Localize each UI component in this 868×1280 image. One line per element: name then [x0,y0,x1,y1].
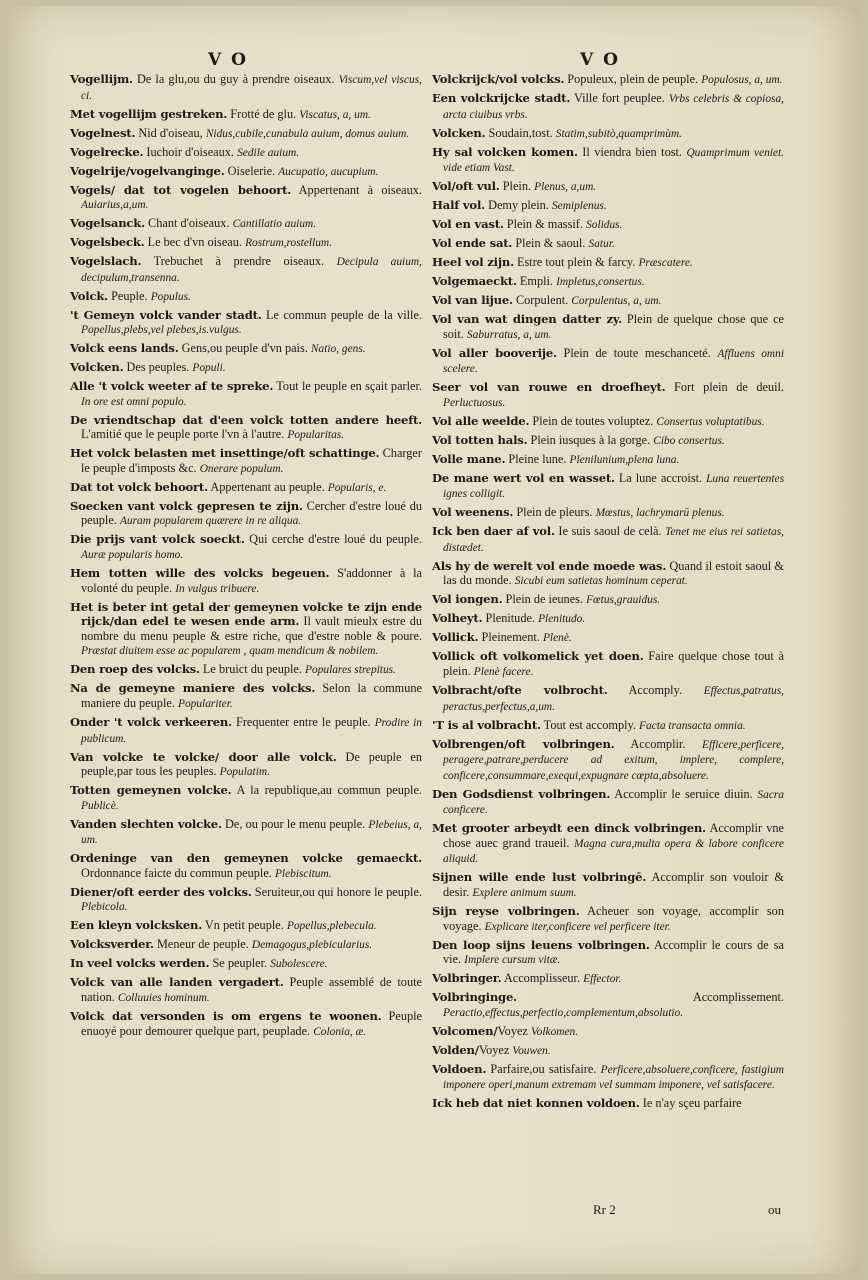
entry-headword: Volck eens lands. [70,341,179,356]
entry-french: Plein de quelque chose que ce soit. [443,312,784,341]
entry-headword: Het volck belasten met insettinge/oft schattinge. [70,446,380,461]
entry-headword: Den roep des volcks. [70,662,200,677]
entry-latin: Populares strepitus. [305,664,396,677]
entry-french: Tout est accomply. [540,717,640,732]
entry-headword: Volck van alle landen vergadert. [70,975,284,990]
entry-latin: Popellus,plebs,vel plebes,is.vulgus. [81,324,242,337]
entry-latin: Colluuies hominum. [117,991,210,1004]
dictionary-page [8,6,860,1274]
dictionary-entry [70,783,422,813]
dictionary-entry [70,446,422,476]
entry-french: Plenitude. [482,611,539,626]
dictionary-entry [432,904,784,934]
entry-headword: Vol totten hals. [432,432,528,447]
entry-latin: Luna reuertentes ignes colligit. [443,472,785,501]
entry-french: Plein & saoul. [512,236,589,251]
dictionary-entry [432,471,784,502]
entry-headword: Vogels/ dat tot vogelen behoort. [70,182,292,197]
entry-latin: Populi. [192,362,226,375]
entry-headword: Met vogellijm gestreken. [70,106,228,121]
dictionary-entry [432,179,784,195]
entry-headword: Vogelrije/vogelvanginge. [70,163,225,178]
entry-latin: Populosus, a, um. [701,74,783,86]
entry-french: Accomplir vne chose auec grand traueil. [443,821,784,850]
dictionary-entry [70,681,422,711]
entry-headword: Een volckrijcke stadt. [432,90,571,105]
entry-latin: Effectus,patratus, peractus,perfectus,a,um. [443,684,784,713]
entry-latin: Saburratus, a, um. [466,328,552,341]
entry-french: Selon la commune maniere du peuple. [81,681,423,710]
dictionary-entry [70,413,422,443]
entry-latin: Onerare populum. [199,462,284,475]
entry-headword: In veel volcks werden. [70,956,210,971]
entry-headword: Vollick oft volkomelick yet doen. [432,649,644,664]
entry-headword: Volheyt. [432,611,483,626]
entry-latin: Facta transacta omnia. [639,719,746,732]
entry-latin: Subolescere. [270,958,328,971]
entry-french: Pleinement. [478,630,543,645]
dictionary-entry [432,1096,784,1112]
dictionary-entry [70,885,422,915]
entry-french: Ie n'ay sçeu parfaire [639,1096,742,1111]
entry-latin: Præscatere. [638,257,693,270]
dictionary-entry [432,592,784,608]
entry-latin: Cibo consertus. [653,434,725,447]
entry-headword: Vol alle weelde. [432,413,530,428]
entry-french: Accomplir son vouloir & desir. [443,870,784,900]
entry-headword: Volgemaeckt. [432,274,517,289]
entry-french: Ordonnance faicte du commun peuple. [81,865,275,880]
dictionary-entry [70,1009,422,1039]
entry-french: A la republique,au commun peuple. [231,783,423,798]
entry-french: Accomplissement. [516,990,784,1005]
entry-latin: Auram popularem quærere in re aliqua. [119,515,302,528]
entry-headword: Vol van wat dingen datter zy. [432,312,622,327]
dictionary-entry [432,452,784,468]
entry-latin: Vrbs celebris & copiosa, arcta ciuibus vrbs. [443,92,784,121]
dictionary-entry [432,505,784,521]
entry-latin: Auiarius,a,um. [81,199,149,212]
entry-french: Accomply. [607,682,704,697]
dictionary-entry [70,235,422,251]
entry-french: Plein de toute meschanceté. [556,345,718,360]
entry-headword: Vogelnest. [70,125,136,140]
dictionary-entry [432,274,784,290]
entry-french: Frotté de glu. [227,106,300,121]
entry-latin: Solidus. [586,219,623,232]
entry-headword: Vogelrecke. [70,144,144,159]
entry-headword: Seer vol van rouwe en droefheyt. [432,380,666,395]
dictionary-entry [432,91,784,122]
entry-french: Cercher d'estre loué du peuple. [81,498,422,528]
dictionary-entry [70,254,422,285]
dictionary-entry [432,217,784,233]
dictionary-entry [432,1024,784,1040]
entry-french: Peuple assemblé de toute nation. [81,975,422,1004]
dictionary-entry [432,414,784,430]
dictionary-entry [70,532,422,562]
entry-headword: Volbringer. [432,971,502,986]
entry-french: Le commun peuple de la ville. [261,307,422,322]
entry-latin: Nidus,cubile,cunabula auium, domus auium. [205,127,410,140]
entry-latin: Tenet me eius rei satietas, distædet. [443,526,785,554]
entry-latin: Statim,subitò,quamprimùm. [555,127,683,140]
entry-french: L'amitié que le peuple porte l'vn à l'autre. [81,427,288,442]
entry-latin: Perficere,absoluere,conficere, fastigium imponere operi,manum extremam vel summam imponere, vel satisfacere. [443,1063,785,1092]
entry-french: Plein de toutes voluptez. [529,413,657,428]
entry-french: Le bruict du peuple. [199,662,306,677]
entry-french: Plein & massif. [503,217,587,232]
entry-french: Parfaire,ou satisfaire. [486,1061,601,1076]
dictionary-entry [70,341,422,357]
entry-headword: Half vol. [432,198,486,213]
dictionary-entry [70,937,422,953]
entry-headword: Diener/oft eerder des volcks. [70,884,252,899]
entry-latin: Auræ popularis homo. [81,549,184,562]
entry-french: Faire quelque chose tout à plein. [443,649,784,678]
entry-french: Accomplir le seruice diuin. [610,786,758,801]
entry-latin: In ore est omni populo. [81,395,187,408]
dictionary-entry [70,480,422,496]
entry-latin: Popularitas. [287,429,345,442]
entry-latin: Mœstus, lachrymarū plenus. [595,507,725,520]
entry-headword: Vol en vast. [432,217,504,232]
entry-headword: Vogelsanck. [70,216,145,231]
dictionary-entry [70,750,422,780]
entry-latin: Publicè. [81,799,119,812]
left-column [70,72,422,1043]
entry-french: Fort plein de deuil. [665,380,785,395]
entry-headword: 't Gemeyn volck vander stadt. [70,307,262,322]
dictionary-entry [432,524,784,555]
entry-french: Oiselerie. [224,163,279,178]
entry-french: De, ou pour le menu peuple. [221,816,369,831]
entry-headword: Als hy de werelt vol ende moede was. [432,558,667,573]
entry-french: Chant d'oiseaux. [144,216,233,231]
dictionary-entry [432,198,784,214]
entry-latin: Plebicola. [81,901,128,914]
entry-latin: Plenè facere. [473,665,534,678]
entry-french: Il vault mieulx estre du nombre du menu peuple & estre riche, que d'estre noble & poure. [81,614,422,643]
dictionary-entry [432,649,784,679]
entry-french: Soudain,tost. [485,125,556,140]
entry-latin: Populatim. [219,766,270,779]
entry-headword: De mane wert vol en wasset. [432,470,615,485]
dictionary-entry [432,821,784,867]
entry-headword: Onder 't volck verkeeren. [70,714,232,729]
dictionary-entry [432,971,784,987]
entry-headword: Ordeninge van den gemeynen volcke gemaeckt. [70,851,422,866]
entry-french: Tout le peuple en sçait parler. [273,379,423,394]
entry-french: Iuchoir d'oiseaux. [143,144,238,159]
entry-french: Le bec d'vn oiseau. [144,235,246,250]
entry-latin: Plenè. [542,632,572,645]
entry-headword: Volck dat versonden is om ergens te woonen. [70,1008,382,1023]
entry-french: Charger le peuple d'imposts &c. [81,446,422,475]
dictionary-entry [432,236,784,252]
right-column [432,72,784,1115]
dictionary-entry [432,990,784,1020]
dictionary-entry [432,346,784,377]
entry-latin: Plenilunium,plena luna. [569,453,680,466]
entry-headword: Den loop sijns leuens volbringen. [432,937,650,952]
dictionary-entry [432,870,784,900]
entry-headword: Vol ende sat. [432,236,513,251]
entry-headword: Vol weenens. [432,505,514,520]
entry-latin: Popularis, e. [327,481,387,494]
entry-latin: Plebiscitum. [274,867,332,880]
entry-headword: Vol iongen. [432,592,503,607]
entry-headword: Volbringinge. [432,990,517,1005]
entry-headword: Hy sal volcken komen. [432,144,578,159]
entry-french: Plein. [499,179,535,194]
entry-french: La lune accroist. [614,470,707,485]
entry-french: Meneur de peuple. [153,937,252,952]
dictionary-entry [432,312,784,342]
entry-latin: Sedile auium. [237,146,300,159]
entry-headword: Vogellijm. [70,72,133,86]
entry-headword: Volle mane. [432,451,506,466]
entry-latin: Prodire in publicum. [81,716,422,745]
dictionary-entry [70,164,422,180]
entry-latin: Sicubi eum satietas hominum ceperat. [514,575,688,588]
entry-latin: Impletus,consertus. [556,276,645,289]
entry-latin: Decipula auium, decipulum,transenna. [81,256,422,284]
entry-french: Voyez [497,1023,531,1038]
entry-french: Peuple. [108,288,151,303]
dictionary-entry [432,72,784,88]
entry-latin: Populus. [150,290,191,303]
entry-french: De peuple en peuple,par tous les peuples. [81,749,422,779]
dictionary-entry [70,566,422,596]
entry-headword: Het is beter int getal der gemeynen volcke te zijn ende rijck/dan edel te wesen ende arm. [70,599,422,629]
dictionary-entry [70,126,422,142]
dictionary-entry [432,611,784,627]
entry-french: Ie suis saoul de celà. [554,524,666,539]
entry-french: Accomplir le cours de sa vie. [443,937,784,967]
entry-french: Vn petit peuple. [202,918,287,933]
entry-headword: De vriendtschap dat d'een volck totten andere heeft. [70,412,422,427]
dictionary-entry [70,662,422,678]
entry-french: Trebuchet à prendre oiseaux. [141,254,337,269]
dictionary-entry [70,499,422,529]
entry-headword: Volbracht/ofte volbrocht. [432,682,608,697]
entry-latin: Popellus,plebecula. [286,920,377,933]
entry-latin: Explicare iter,conficere vel perficere iter. [484,920,671,933]
entry-headword: Vol/oft vul. [432,179,500,194]
dictionary-entry [432,683,784,714]
dictionary-entry [432,1062,784,1093]
entry-headword: Soecken vant volck gepresen te zijn. [70,498,303,513]
entry-headword: Een kleyn volcksken. [70,918,203,933]
dictionary-entry [432,938,784,968]
entry-headword: Volckrijck/vol volcks. [432,72,565,86]
entry-latin: Rostrum,rostellum. [245,237,332,250]
entry-french: Plein de pleurs. [513,505,596,520]
entry-latin: Consertus voluptatibus. [656,415,765,428]
entry-latin: Explere animum suum. [472,887,577,900]
dictionary-entry [432,1043,784,1059]
entry-french: Se peupler. [209,956,271,971]
entry-french: Corpulent. [512,293,572,308]
entry-headword: Sijn reyse volbringen. [432,904,580,919]
entry-latin: Cantillatio auium. [232,218,317,231]
running-head-right: V O [580,50,620,70]
entry-french: Accomplir. [614,736,702,751]
entry-latin: Magna cura,multa opera & labore conficere aliquid. [443,837,784,866]
entry-latin: Aucupatio, aucupium. [278,165,379,178]
entry-french: Nid d'oiseau, [135,125,206,140]
dictionary-entry [70,817,422,848]
dictionary-entry [432,737,784,784]
entry-french: Des peuples. [123,360,193,375]
entry-french: Demy plein. [485,198,552,213]
entry-headword: Vanden slechten volcke. [70,816,222,831]
dictionary-entry [432,630,784,646]
entry-headword: Volcken. [432,125,486,140]
dictionary-entry [70,72,422,103]
entry-french: S'addonner à la volonté du peuple. [81,566,422,595]
dictionary-entry [432,433,784,449]
dictionary-entry [432,559,784,589]
entry-latin: Fœtus,grauidus. [586,594,661,607]
entry-french: Seruiteur,ou qui honore le peuple. [251,884,423,899]
entry-french: Gens,ou peuple d'vn pais. [178,341,311,356]
entry-latin: Plenus, a,um. [534,181,597,194]
entry-latin: Quamprimum veniet. vide etiam Vast. [443,146,784,175]
dictionary-entry [432,380,784,410]
entry-latin: Vouwen. [512,1044,551,1057]
running-head-left: V O [208,50,248,70]
entry-headword: Heel vol zijn. [432,255,514,270]
entry-latin: Volkomen. [530,1025,579,1038]
dictionary-entry [70,851,422,881]
dictionary-entry [432,255,784,271]
dictionary-entry [70,379,422,409]
dictionary-entry [432,718,784,734]
entry-french: Frequenter entre le peuple. [231,714,375,729]
entry-headword: Hem totten wille des volcks begeuen. [70,566,330,581]
entry-latin: Viscatus, a, um. [299,108,371,121]
entry-headword: Den Godsdienst volbringen. [432,786,611,801]
entry-headword: Van volcke te volcke/ door alle volck. [70,749,337,764]
catchword: ou [768,1202,781,1217]
entry-headword: Voldoen. [432,1061,487,1076]
dictionary-entry [70,360,422,376]
entry-french: Appertenant à oiseaux. [291,182,422,197]
entry-latin: Sacra conficere. [443,788,784,817]
entry-headword: Volcken. [70,360,124,375]
entry-latin: Populariter. [177,697,233,710]
dictionary-entry [70,183,422,213]
entry-french: Quand il estoit saoul & las du monde. [443,558,784,588]
entry-french: Acheuer son voyage, accomplir son voyage. [443,904,784,933]
entry-french: Peuple enuoyé pour demourer quelque part, peuplade. [81,1008,422,1038]
entry-headword: Vol aller booverije. [432,345,557,360]
entry-french: Plein de ieunes. [502,592,587,607]
dictionary-entry [70,289,422,305]
entry-latin: Plenitudo. [538,613,586,626]
entry-headword: Volbrengen/oft volbringen. [432,736,615,751]
entry-latin: Effector. [583,973,622,986]
entry-headword: Volck. [70,288,108,303]
entry-french: Il viendra bien tost. [577,144,687,159]
dictionary-entry [432,293,784,309]
entry-headword: Ick ben daer af vol. [432,524,555,539]
dictionary-entry [70,600,422,659]
dictionary-entry [432,787,784,818]
entry-latin: Viscum,vel viscus, ci. [81,74,422,102]
entry-french: Ville fort peuplee. [570,90,669,105]
dictionary-entry [70,107,422,123]
entry-latin: Colonia, æ. [313,1025,367,1038]
dictionary-entry [70,308,422,338]
entry-headword: Volcomen/ [432,1023,498,1038]
entry-headword: Vol van lijue. [432,293,513,308]
entry-latin: Affluens omni scelere. [443,347,784,376]
dictionary-entry [70,918,422,934]
dictionary-entry [70,216,422,232]
entry-headword: Alle 't volck weeter af te spreke. [70,379,274,394]
entry-latin: Efficere,perficere, peragere,patrare,perducere ad exitum, implere, complere, conficere,consummare,exequi,expugnare cœpta,absoluere. [443,738,784,782]
entry-latin: Plebeius, a, um. [81,818,422,847]
entry-headword: 'T is al volbracht. [432,717,541,732]
entry-headword: Met grooter arbeydt een dinck volbringen. [432,821,706,836]
entry-headword: Vogelslach. [70,254,142,269]
entry-headword: Na de gemeyne maniere des volcks. [70,681,316,696]
dictionary-entry [70,956,422,972]
entry-french: Estre tout plein & farcy. [513,255,639,270]
entry-headword: Volden/ [432,1042,479,1057]
dictionary-entry [70,975,422,1005]
entry-headword: Vogelsbeck. [70,235,145,250]
entry-french: Appertenant au peuple. [207,479,328,494]
entry-headword: Sijnen wille ende lust volbringē. [432,870,647,885]
entry-headword: Volcksverder. [70,937,154,952]
entry-french: Voyez [478,1042,513,1057]
entry-headword: Dat tot volck behoort. [70,479,208,494]
entry-latin: Natio, gens. [310,343,366,356]
entry-headword: Ick heb dat niet konnen voldoen. [432,1096,640,1111]
entry-french: Populeux, plein de peuple. [564,72,702,86]
dictionary-entry [432,145,784,176]
entry-latin: In vulgus tribuere. [175,582,260,595]
entry-headword: Vollick. [432,630,479,645]
entry-french: Plein iusques à la gorge. [527,432,654,447]
signature-mark: Rr 2 [593,1202,616,1217]
entry-french: De la glu,ou du guy à prendre oiseaux. [132,72,339,86]
entry-french: Accomplisseur. [501,971,584,986]
entry-latin: Implere cursum vitæ. [464,954,561,967]
entry-french: Empli. [516,274,557,289]
dictionary-entry [70,145,422,161]
entry-latin: Satur. [588,238,615,251]
entry-headword: Die prijs vant volck soeckt. [70,532,245,547]
entry-latin: Peractio,effectus,perfectio,complementum,absolutio. [443,1006,684,1019]
entry-latin: Demagogus,plebicularius. [251,939,373,952]
entry-headword: Totten gemeynen volcke. [70,783,232,798]
dictionary-entry [432,126,784,142]
entry-latin: Corpulentus, a, um. [571,295,662,308]
entry-latin: Semiplenus. [551,200,607,213]
entry-french: Qui cerche d'estre loué du peuple. [244,532,422,547]
entry-latin: Præstat diuitem esse ac popularem , quam mendicum & nobilem. [81,645,379,658]
entry-latin: Perluctuosus. [443,396,506,409]
dictionary-entry [70,715,422,746]
entry-french: Pleine lune. [505,451,570,466]
